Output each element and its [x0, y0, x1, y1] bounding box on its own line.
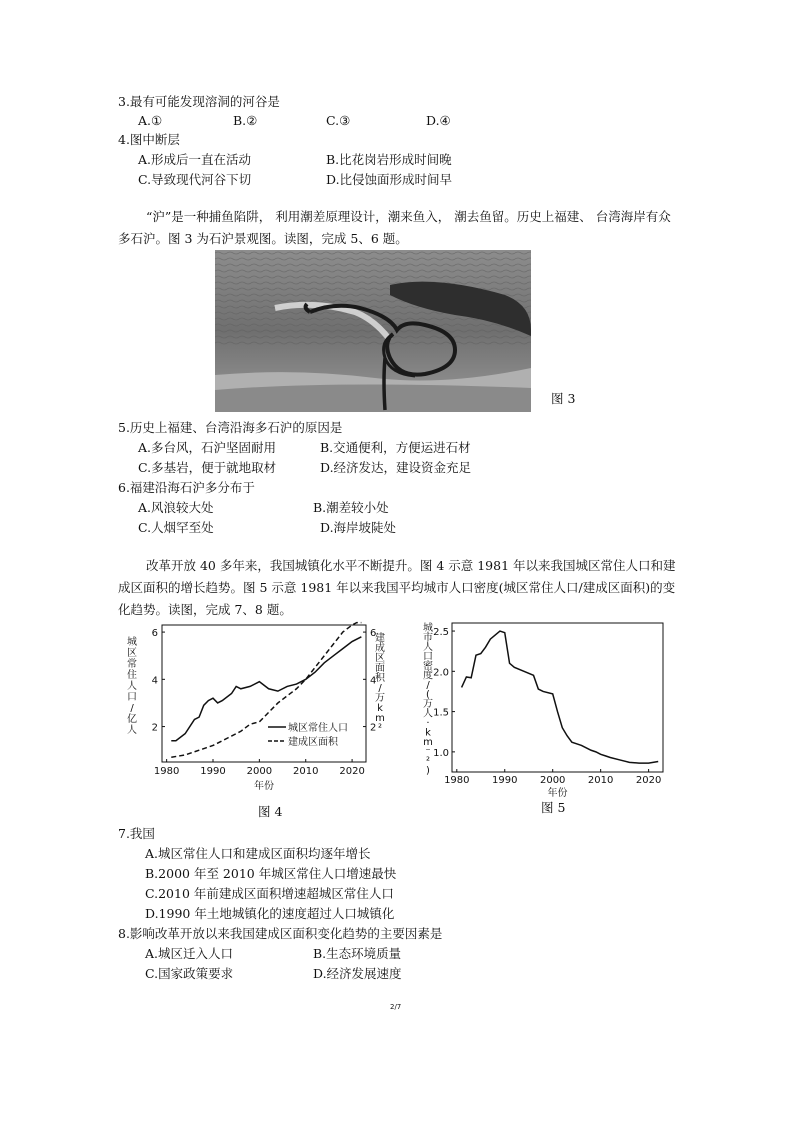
fig4-y2label-char: 面	[375, 663, 385, 674]
fig4-xlabel: 年份	[254, 781, 274, 792]
fig4-y2label-char: 区	[375, 653, 385, 664]
fig4-y2label-char: 积	[375, 673, 385, 684]
fig4-ylabel-char: 口	[127, 692, 137, 703]
fig5-ytick-label: 2.0	[433, 667, 449, 679]
fig4-ylabel-char: 城	[127, 637, 137, 648]
fig5-ylabel-char: 度	[423, 670, 433, 682]
fig4-ylabel-char: 住	[127, 670, 137, 681]
fig5-ylabel-char: 城	[423, 623, 433, 634]
fig5-ylabel-char: 万	[423, 699, 433, 710]
fig4-y2label-char: 建	[375, 633, 385, 644]
fig5-ylabel-char: m	[423, 737, 433, 748]
q3-option-d: D.④	[426, 113, 451, 128]
fig5-xtick-label: 2020	[635, 775, 662, 786]
q8-stem: 8.影响改革开放以来我国建成区面积变化趋势的主要因素是	[118, 926, 443, 941]
q7-option-c: C.2010 年前建成区面积增速超城区常住人口	[145, 886, 394, 901]
fig5-caption: 图 5	[541, 800, 566, 815]
q5-option-a: A.多台风，石沪坚固耐用	[138, 440, 277, 455]
q8-option-d: D.经济发展速度	[313, 966, 402, 981]
q6-option-b: B.潮差较小处	[313, 500, 389, 515]
fig4-y2label-char: 成	[375, 643, 385, 654]
fig5-xtick-label: 2000	[539, 775, 566, 786]
fig4-xtick-label: 1990	[200, 766, 226, 777]
q7-option-a: A.城区常住人口和建成区面积均逐年增长	[145, 846, 371, 861]
fig4-xtick-label: 2020	[339, 766, 365, 777]
q8-option-a: A.城区迁入人口	[145, 946, 234, 961]
fig4-y2tick-label: 6	[370, 628, 377, 640]
fig3-caption: 图 3	[551, 391, 576, 406]
fig5-ylabel-char: /	[426, 680, 430, 691]
fig4-ylabel-char: /	[130, 703, 134, 714]
fig5-ylabel-char: 口	[423, 651, 433, 663]
passage-shihu-text: “沪”是一种捕鱼陷阱， 利用潮差原理设计，潮来鱼入， 潮去鱼留。历史上福建、 台湾海岸有众多石沪。图 3 为石沪景观图。读图，完成 5、6 题。	[118, 209, 671, 246]
q4-option-b: B.比花岗岩形成时间晚	[326, 152, 452, 167]
fig4-legend-label-1: 城区常住人口	[288, 723, 348, 734]
fig4-ylabel-char: 常	[127, 659, 137, 670]
fig5-series-line	[462, 631, 659, 763]
q5-option-d: D.经济发达，建设资金充足	[320, 460, 472, 475]
fig4-y2label-char: 万	[375, 693, 385, 704]
fig5-chart	[418, 615, 673, 800]
q3-option-c: C.③	[326, 113, 351, 128]
q7-option-d: D.1990 年土地城镇化的速度超过人口城镇化	[145, 906, 395, 921]
q5-stem: 5.历史上福建、台湾沿海多石沪的原因是	[118, 420, 343, 435]
q6-option-a: A.风浪较大处	[138, 500, 214, 515]
q6-stem: 6.福建沿海石沪多分布于	[118, 480, 255, 495]
q4-option-a: A.形成后一直在活动	[138, 152, 252, 167]
fig5-ylabel-char: 密	[423, 661, 433, 672]
fig5-ylabel-char: (	[426, 689, 430, 701]
fig5-ytick-label: 2.5	[433, 627, 449, 639]
q4-stem: 4.图中断层	[118, 132, 180, 147]
q3-option-a: A.①	[138, 113, 163, 128]
fig4-ytick-label: 2	[151, 722, 158, 734]
fig4-y2tick-label: 4	[370, 675, 377, 687]
fig4-legend-label-2: 建成区面积	[288, 737, 338, 748]
fig4-y2label-char: m	[375, 713, 385, 724]
fig5-xtick-label: 2010	[587, 775, 614, 786]
passage-urbanization-text: 改革开放 40 多年来，我国城镇化水平不断提升。图 4 示意 1981 年以来我国城区常住人口和建成区面积的增长趋势。图 5 示意 1981 年以来我国平均城市人口密度(城区常住人口/建成区面积)的变化趋势。读图，完成 7、8 题。	[118, 558, 676, 617]
fig5-ylabel	[423, 621, 433, 777]
fig4-ylabel-char: 区	[127, 648, 137, 659]
fig4-ylabel-char: 人	[127, 681, 137, 692]
page-number: 2/7	[390, 1003, 402, 1011]
fig5-xtick-label: 1980	[444, 775, 470, 786]
fig4-ylabel-char: 亿	[127, 714, 137, 725]
fig4-chart	[118, 615, 388, 800]
fig5-ylabel-char: 人	[423, 708, 433, 720]
fig5-ytick-label: 1.5	[433, 707, 449, 719]
fig5-ylabel-char: ·	[426, 718, 430, 729]
fig5-ylabel-char: 人	[423, 642, 433, 653]
fig4-caption: 图 4	[258, 804, 283, 819]
fig5-ylabel-char: )	[426, 765, 430, 777]
q4-option-d: D.比侵蚀面形成时间早	[326, 172, 453, 187]
fig5-ytick-label: 1.0	[433, 747, 449, 759]
fig5-ylabel-char: ⁻	[425, 746, 431, 758]
q5-option-c: C.多基岩，便于就地取材	[138, 460, 277, 475]
q4-option-c: C.导致现代河谷下切	[138, 172, 252, 187]
fig5-ylabel-char: 市	[423, 632, 433, 644]
fig4-y2label-char: ²	[377, 723, 383, 734]
fig5-ylabel-char: k	[425, 727, 431, 739]
fig5-xtick-label: 1990	[492, 775, 518, 786]
fig4-ylabel	[127, 635, 137, 736]
fig4-y2label-char: k	[377, 703, 383, 714]
q8-option-b: B.生态环境质量	[313, 946, 402, 961]
fig4-y2label-char: /	[378, 683, 382, 694]
q3-stem: 3.最有可能发现溶洞的河谷是	[118, 94, 280, 109]
fig4-xtick-label: 2010	[293, 766, 319, 777]
passage-urbanization	[118, 555, 678, 621]
fig4-xtick-label: 1980	[153, 766, 180, 777]
fig4-xtick-label: 2000	[246, 766, 273, 777]
fig4-y2tick-label: 2	[370, 722, 377, 734]
fig5-xlabel: 年份	[547, 788, 568, 799]
q6-option-d: D.海岸坡陡处	[320, 520, 397, 535]
q6-option-c: C.人烟罕至处	[138, 520, 214, 535]
q7-option-b: B.2000 年至 2010 年城区常住人口增速最快	[145, 866, 397, 881]
q8-option-c: C.国家政策要求	[145, 966, 234, 981]
shihu-photo	[215, 250, 531, 412]
fig4-y2label	[375, 631, 386, 734]
fig5-plot-frame	[452, 623, 663, 772]
q7-stem: 7.我国	[118, 826, 155, 841]
fig4-ytick-label: 6	[151, 628, 158, 640]
fig4-ylabel-char: 人	[127, 725, 137, 736]
fig4-ytick-label: 4	[151, 675, 158, 687]
q5-option-b: B.交通便利，方便运进石材	[320, 440, 471, 455]
fig5-ylabel-char: ²	[425, 756, 431, 767]
passage-shihu	[118, 206, 678, 250]
q3-option-b: B.②	[233, 113, 258, 128]
